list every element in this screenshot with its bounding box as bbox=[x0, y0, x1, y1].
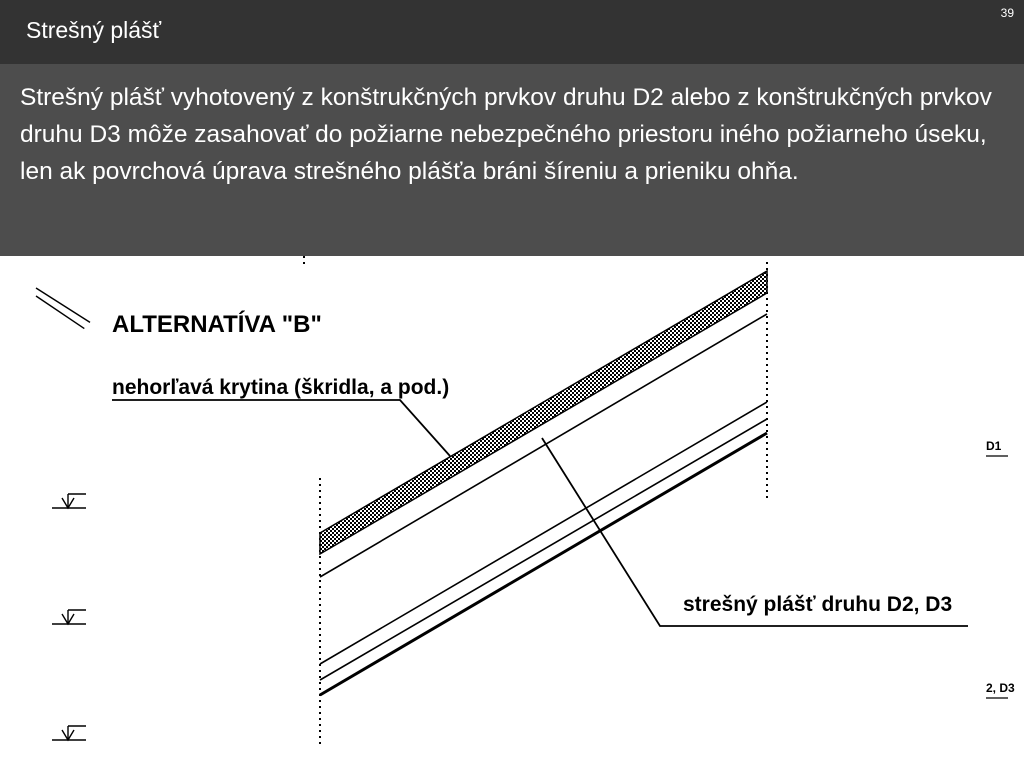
diagonal-mark-1 bbox=[31, 288, 95, 322]
roof-layer-line-3 bbox=[320, 419, 767, 680]
slide-title: Strešný plášť bbox=[26, 17, 162, 43]
page-number: 39 bbox=[1000, 6, 1014, 20]
label-covering: nehorľavá krytina (škridla, a pod.) bbox=[112, 376, 450, 399]
edge-label-top: D1 bbox=[986, 439, 1002, 453]
leader-line-covering bbox=[112, 400, 450, 456]
edge-label-bottom: 2, D3 bbox=[986, 681, 1015, 695]
body-text: Strešný plášť vyhotovený z konštrukčných prvkov druhu D2 alebo z konštrukčných prvkov druhu D3 môže zasahovať do požiarne nebezpečného priestoru iného požiarneho úseku, len ak povrchová úprava strešného plášťa bráni šíreniu a prieniku ohňa. bbox=[20, 84, 992, 185]
slide-header bbox=[0, 0, 1024, 64]
level-marker-3 bbox=[52, 726, 86, 740]
roof-covering-hatch bbox=[320, 271, 767, 554]
roof-layer-line-1 bbox=[320, 314, 767, 577]
label-roof: strešný plášť druhu D2, D3 bbox=[683, 593, 953, 616]
roof-section-drawing bbox=[0, 256, 1024, 768]
diagonal-mark-2 bbox=[31, 296, 89, 329]
level-marker-1 bbox=[52, 494, 86, 508]
level-marker-2 bbox=[52, 610, 86, 624]
text-banner bbox=[0, 64, 1024, 256]
diagram-heading: ALTERNATÍVA "B" bbox=[112, 311, 322, 338]
roof-layer-line-4 bbox=[320, 433, 767, 695]
